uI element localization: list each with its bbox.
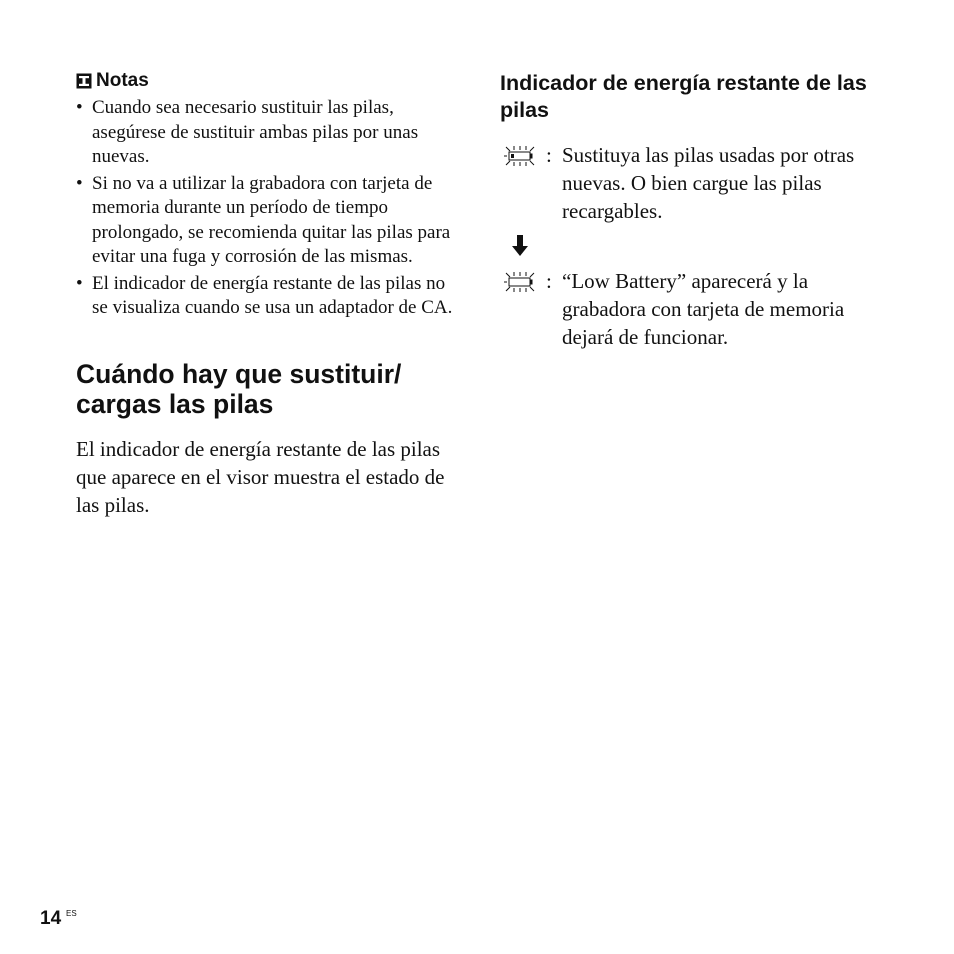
indicator-row-low <box>500 141 890 225</box>
notes-heading <box>76 68 456 94</box>
right-column <box>500 68 890 351</box>
bullet: • <box>76 272 83 294</box>
bullet: • <box>76 97 83 118</box>
page-number: 14 <box>40 908 62 929</box>
indicator-row-empty <box>500 267 890 351</box>
note-icon <box>76 73 92 89</box>
section-heading: Cuándo hay que sustituir/ cargas las pilas <box>76 358 402 419</box>
indicator-heading: Indicador de energía restante de las pilas <box>500 71 867 122</box>
separator: : <box>546 269 552 293</box>
indicator-text: Sustituya las pilas usadas por otras nuevas. O bien cargue las pilas recargables. <box>562 143 855 223</box>
notes-title: Notas <box>96 70 149 91</box>
separator: : <box>546 143 552 167</box>
page-language: ES <box>66 909 77 918</box>
battery-low-blinking-icon <box>504 145 536 167</box>
section-body: El indicador de energía restante de las pilas que aparece en el visor muestra el estado de las pilas. <box>76 436 445 517</box>
notes-list <box>76 96 456 321</box>
left-column <box>76 68 456 519</box>
list-item: • Si no va a utilizar la grabadora con tarjeta de memoria durante un período de tiempo prolongado, se recomienda quitar las pilas para evitar una fuga y corrosión de las mismas. <box>76 172 451 267</box>
arrow-down-icon <box>512 235 528 257</box>
bullet: • <box>76 172 83 194</box>
list-item: • Cuando sea necesario sustituir las pilas, asegúrese de sustituir ambas pilas por unas nuevas. <box>76 97 419 167</box>
battery-empty-blinking-icon <box>504 271 536 293</box>
indicator-text: “Low Battery” aparecerá y la grabadora con tarjeta de memoria dejará de funcionar. <box>562 269 845 349</box>
list-item: • El indicador de energía restante de las pilas no se visualiza cuando se usa un adaptador de CA. <box>76 272 453 318</box>
